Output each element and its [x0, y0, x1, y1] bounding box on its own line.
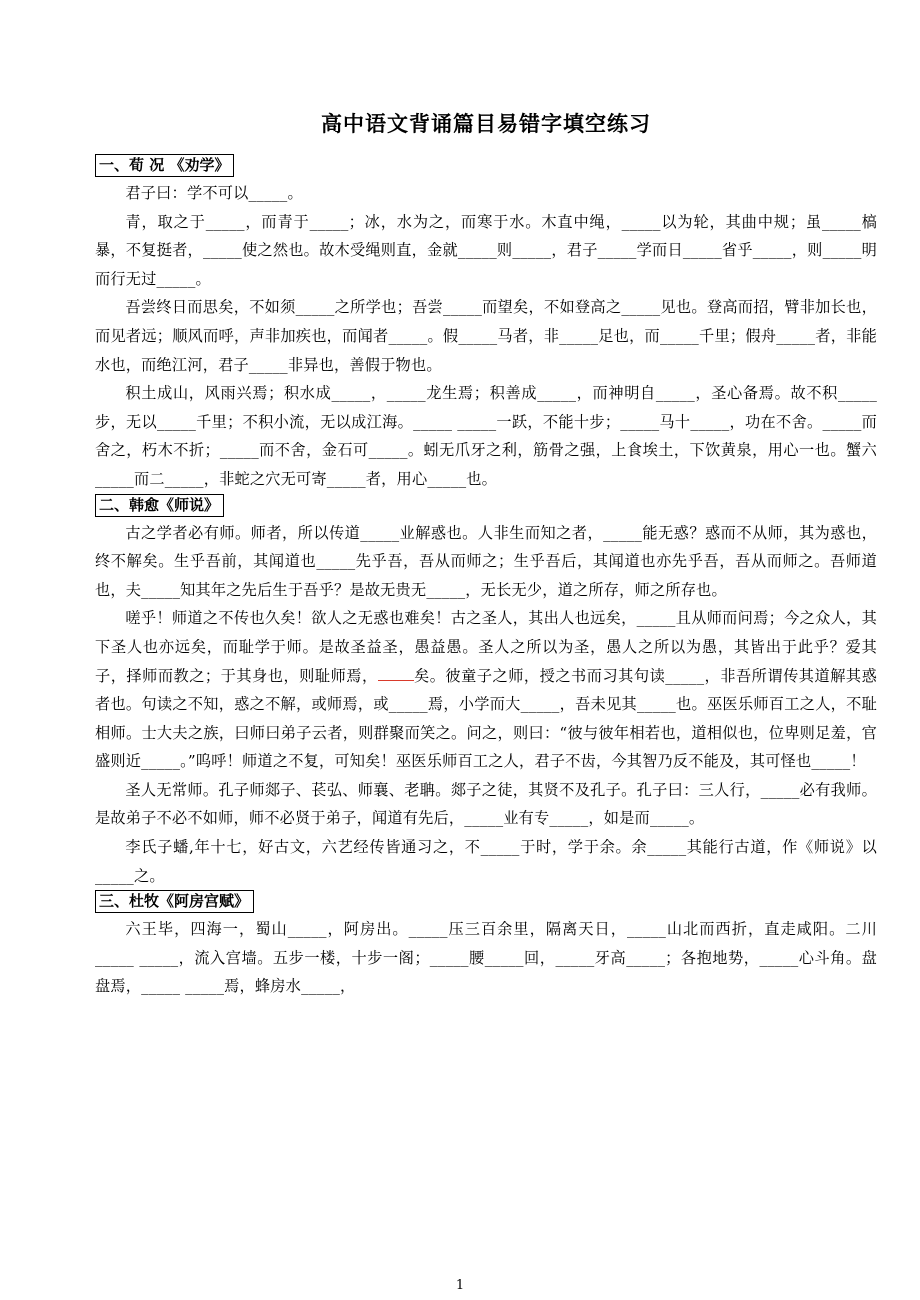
section-heading: 二、韩愈《师说》	[95, 494, 224, 517]
paragraph	[95, 604, 877, 776]
paragraph-text: 嗟乎！师道之不传也久矣！欲人之无惑也难矣！古之圣人，其出人也远矣，_____且从师而问焉；今之众人，其下圣人也亦远矣，而耻学于师。是故圣益圣，愚益愚。圣人之所以为圣，愚人之所以为愚，其皆出于此乎？爱其子，择师而教之；于其身也，则耻师焉，	[95, 609, 877, 685]
document-title: 高中语文背诵篇目易错字填空练习	[321, 112, 651, 136]
paragraph: 古之学者必有师。师者，所以传道_____业解惑也。人非生而知之者，_____能无惑？惑而不从师，其为惑也，终不解矣。生乎吾前，其闻道也_____先乎吾，吾从而师之；生乎吾后，其闻道也亦先乎吾，吾从而师之。吾师道也，夫_____知其年之先后生于吾乎？是故无贵无_____，无长无少，道之所存，师之所存也。	[95, 523, 877, 599]
paragraph: 李氏子蟠,年十七，好古文，六艺经传皆通习之，不_____于时，学于余。余_____其能行古道，作《师说》以_____之。	[95, 838, 877, 885]
section-shishuo	[95, 494, 877, 891]
paragraph: 青，取之于_____，而青于_____；冰，水为之，而寒于水。木直中绳，_____以为轮，其曲中规；虽_____槁暴，不复挺者，_____使之然也。故木受绳则直，金就_____则_____，君子_____学而日_____省乎_____，则_____明而行无过_____。	[95, 212, 877, 288]
paragraph: 吾尝终日而思矣，不如须_____之所学也；吾尝_____而望矣，不如登高之_____见也。登高而招，臂非加长也，而见者远；顺风而呼，声非加疾也，而闻者_____。假_____马者，非_____足也，而_____千里；假舟_____者，非能水也，而绝江河，君子_____非异也，善假于物也。	[95, 298, 877, 374]
paragraph: 六王毕，四海一，蜀山_____，阿房出。_____压三百余里，隔离天日，_____山北而西折，直走咸阳。二川_____ _____，流入宫墙。五步一楼，十步一阁；_____腰_____回，_____牙高_____；各抱地势，_____心斗角。盘盘焉，_____ _____焉，蜂房水_____，	[95, 920, 877, 996]
section-heading: 一、荀 况 《劝学》	[95, 154, 234, 177]
red-underline-blank	[378, 664, 414, 681]
paragraph: 积土成山，风雨兴焉；积水成_____，_____龙生焉；积善成_____，而神明自_____，圣心备焉。故不积_____步，无以_____千里；不积小流，无以成江海。_____ _____一跃，不能十步；_____马十_____，功在不舍。_____而舍之，朽木不折；_____而不舍，金石可_____。蚓无爪牙之利，筋骨之强，上食埃土，下饮黄泉，用心一也。蟹六_____而二_____，非蛇之穴无可寄_____者，用心_____也。	[95, 384, 877, 488]
document-page	[95, 108, 877, 1001]
paragraph: 圣人无常师。孔子师郯子、苌弘、师襄、老聃。郯子之徒，其贤不及孔子。孔子曰：三人行，_____必有我师。是故弟子不必不如师，师不必贤于弟子，闻道有先后，_____业有专_____，如是而_____。	[95, 780, 877, 828]
section-heading: 三、杜牧《阿房宫赋》	[95, 890, 254, 913]
section-afanggongfu	[95, 890, 877, 1001]
paragraph-text: 矣。彼童子之师，授之书而习其句读_____，非吾所谓传其道解其惑者也。句读之不知，惑之不解，或师焉，或_____焉，小学而大_____，吾未见其_____也。巫医乐师百工之人，不耻相师。士大夫之族，曰师曰弟子云者，则群聚而笑之。问之，则曰：“彼与彼年相若也，道相似也，位卑则足羞，官盛则近_____。”呜呼！师道之不复，可知矣！巫医乐师百工之人，君子不齿，今其智乃反不能及，其可怪也_____！	[95, 666, 877, 771]
page-number: 1	[455, 1278, 465, 1293]
paragraph: 君子曰：学不可以_____。	[125, 184, 303, 202]
section-quanxue	[95, 154, 877, 494]
